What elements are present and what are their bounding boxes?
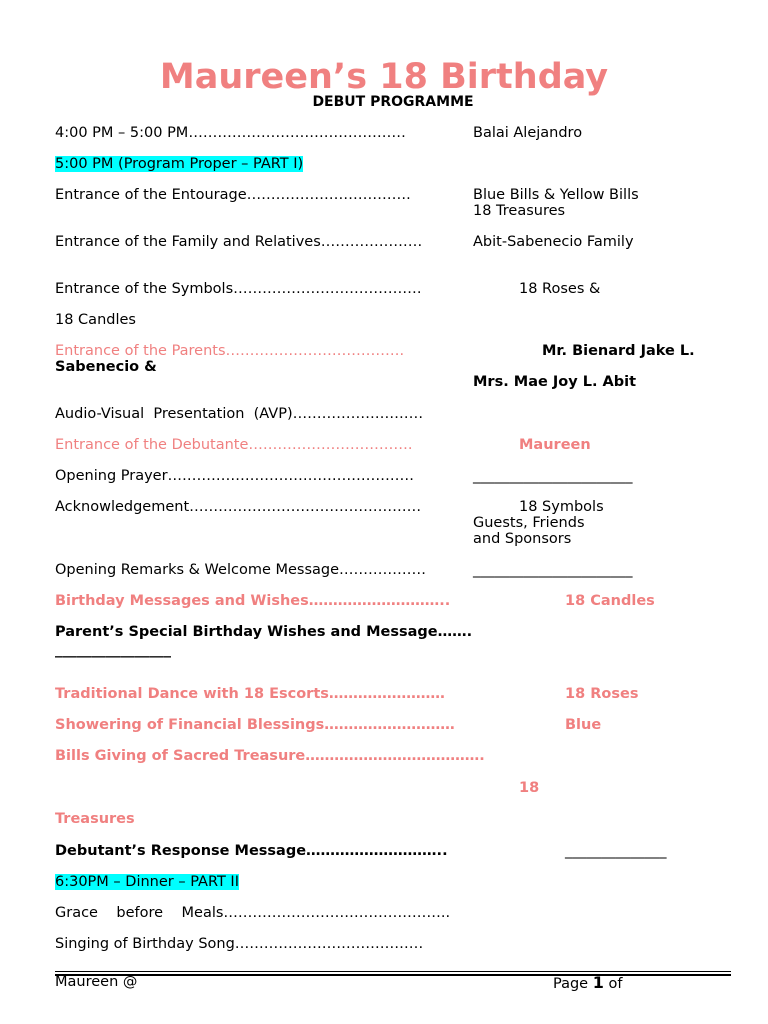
venue-text: Balai Alejandro [473, 125, 583, 141]
entourage-detail-2: 18 Treasures [473, 203, 566, 219]
acknowledgement-detail-3: and Sponsors [473, 531, 572, 547]
footer-left-text: Maureen @ [55, 974, 138, 990]
of-label: of [608, 976, 623, 992]
time-slot-line: 4:00 PM – 5:00 PM……………………………………… [55, 125, 406, 141]
parents-detail-3: Mrs. Mae Joy L. Abit [473, 374, 637, 390]
debutante-item: Entrance of the Debutante……………………………. [55, 437, 413, 453]
part-one-heading: 5:00 PM (Program Proper – PART I) [55, 156, 304, 172]
treasure-item: Bills Giving of Sacred Treasure………………………………. [55, 748, 485, 764]
page-number: 1 [592, 973, 604, 992]
remarks-blank: ______________________ [473, 562, 633, 578]
document-subtitle: DEBUT PROGRAMME [312, 94, 474, 110]
treasures-text: Treasures [55, 811, 135, 827]
page-indicator [553, 974, 622, 993]
parents-detail-1: Mr. Bienard Jake L. [542, 343, 695, 359]
acknowledgement-item: Acknowledgement………………………………………… [55, 499, 422, 515]
part-two-heading: 6:30PM – Dinner – PART II [55, 874, 239, 890]
parents-message-blank: ________________ [55, 642, 171, 658]
blessings-detail: Blue [565, 717, 602, 733]
prayer-item: Opening Prayer…………………………………………… [55, 468, 415, 484]
messages-item: Birthday Messages and Wishes……………………….. [55, 593, 451, 609]
symbols-item: Entrance of the Symbols………………………………… [55, 281, 422, 297]
page-label: Page [553, 976, 589, 992]
grace-item: Grace before Meals……………………………………….. [55, 905, 451, 921]
parents-message-item: Parent’s Special Birthday Wishes and Message……. [55, 624, 473, 640]
entourage-detail-1: Blue Bills & Yellow Bills [473, 187, 639, 203]
acknowledgement-detail-2: Guests, Friends [473, 515, 585, 531]
dance-detail: 18 Roses [565, 686, 639, 702]
dance-item: Traditional Dance with 18 Escorts…………………… [55, 686, 445, 702]
song-item: Singing of Birthday Song………………………………… [55, 936, 424, 952]
footer-rule-thick [55, 974, 731, 976]
footer-rule [55, 971, 731, 972]
family-item: Entrance of the Family and Relatives………………… [55, 234, 423, 250]
blessings-item: Showering of Financial Blessings……………………… [55, 717, 455, 733]
prayer-blank: ______________________ [473, 468, 633, 484]
symbols-detail: 18 Roses & [519, 281, 601, 297]
parents-detail-2: Sabenecio & [55, 359, 157, 375]
entourage-item: Entrance of the Entourage……………………………. [55, 187, 411, 203]
parents-item: Entrance of the Parents………………………………. [55, 343, 405, 359]
document-title: Maureen’s 18 Birthday [159, 57, 609, 97]
response-item: Debutant’s Response Message……………………….. [55, 843, 448, 859]
response-blank: ______________ [565, 843, 667, 859]
family-detail: Abit-Sabenecio Family [473, 234, 634, 250]
acknowledgement-detail-1: 18 Symbols [519, 499, 604, 515]
treasures-number: 18 [519, 780, 540, 796]
debutante-detail: Maureen [519, 437, 591, 453]
messages-detail: 18 Candles [565, 593, 655, 609]
remarks-item: Opening Remarks & Welcome Message……………… [55, 562, 427, 578]
candles-text: 18 Candles [55, 312, 136, 328]
avp-item: Audio-Visual Presentation (AVP)……………………… [55, 406, 424, 422]
